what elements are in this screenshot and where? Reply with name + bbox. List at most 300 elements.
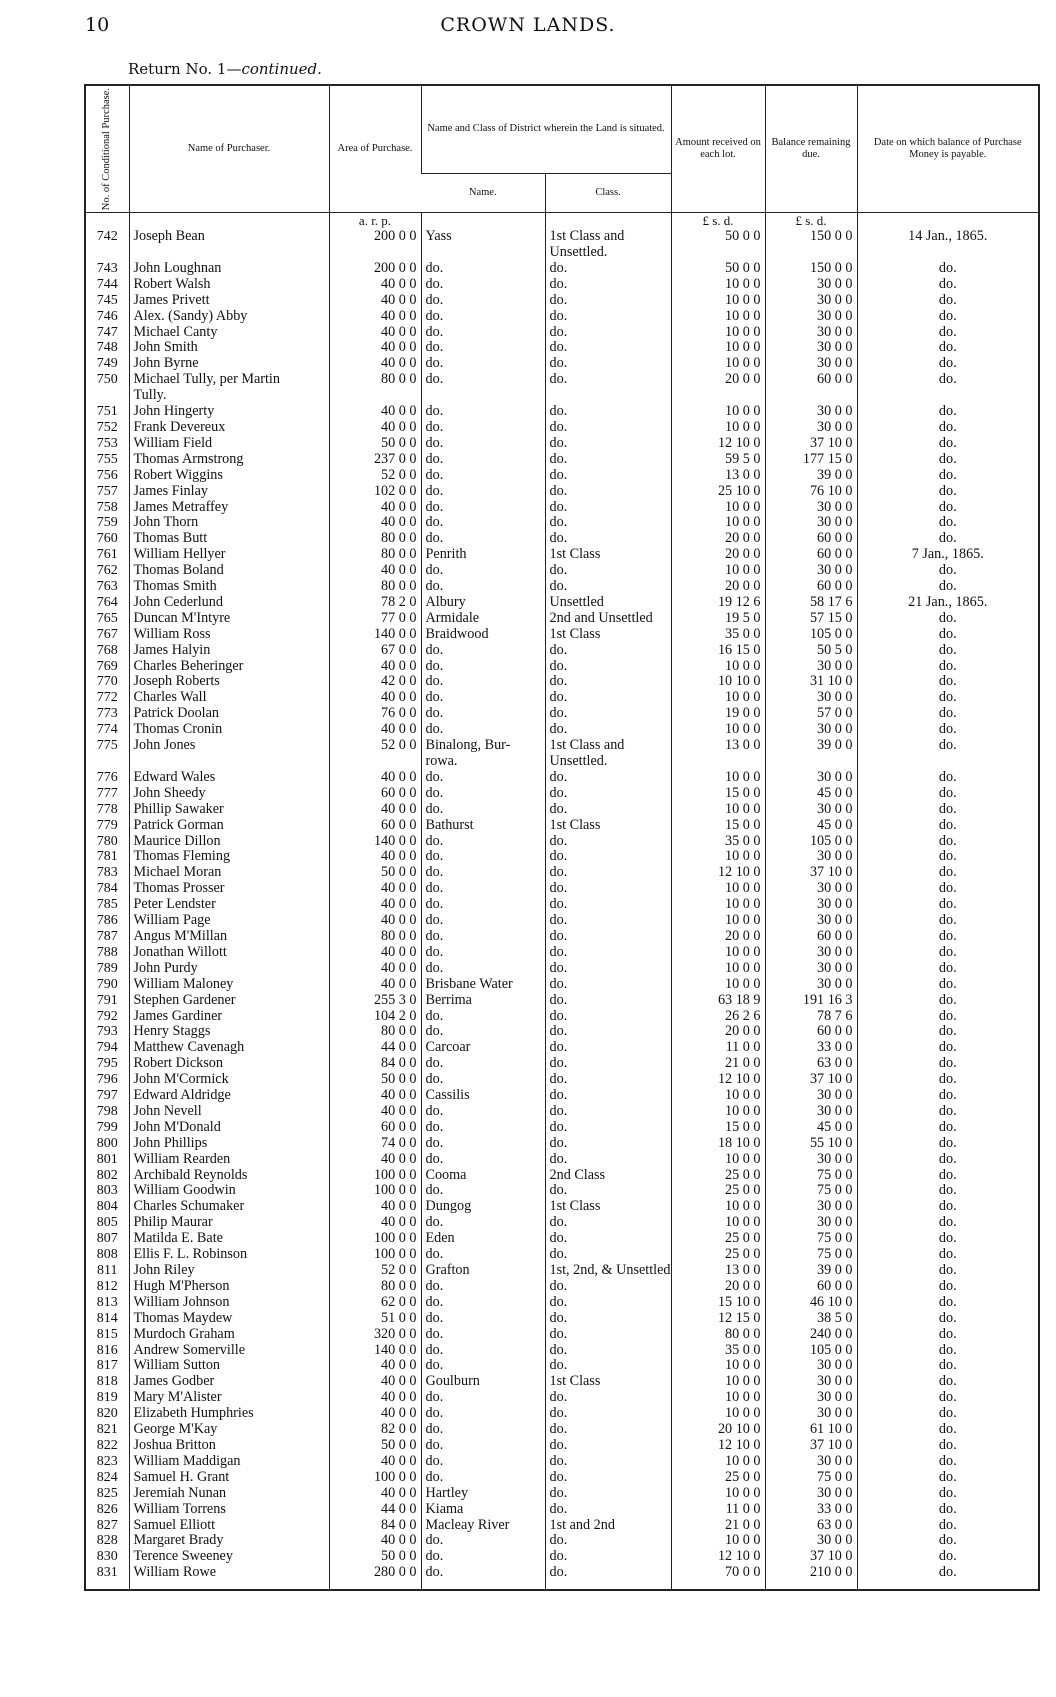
- cell-class: do.: [545, 500, 671, 516]
- cell-class: do.: [545, 1406, 671, 1422]
- table-row: [85, 1454, 1039, 1470]
- cell-area: 50 0 0: [329, 436, 421, 452]
- cell-purchaser: Charles Schumaker: [129, 1199, 329, 1215]
- table-row: [85, 659, 1039, 675]
- cell-area: 67 0 0: [329, 643, 421, 659]
- cell-balance: 63 0 0: [765, 1518, 857, 1534]
- cell-area: 40 0 0: [329, 356, 421, 372]
- cell-amount: 10 0 0: [671, 722, 765, 738]
- cell-date: do.: [857, 1009, 1039, 1025]
- cell-date: do.: [857, 1422, 1039, 1438]
- cell-balance: 45 0 0: [765, 1120, 857, 1136]
- cell-class: do.: [545, 865, 671, 881]
- table-row: [85, 229, 1039, 245]
- cell-no: 781: [96, 849, 118, 865]
- cell-date: do.: [857, 579, 1039, 595]
- table-row: [85, 1533, 1039, 1549]
- cell-district: do.: [421, 1454, 545, 1470]
- cell-area: 140 0 0: [329, 627, 421, 643]
- cell-amount: 15 0 0: [671, 818, 765, 834]
- cell-balance: 30 0 0: [765, 1088, 857, 1104]
- cell-area: 40 0 0: [329, 659, 421, 675]
- cell-purchaser: George M'Kay: [129, 1422, 329, 1438]
- cell-area: 40 0 0: [329, 913, 421, 929]
- cell-balance: 60 0 0: [765, 1024, 857, 1040]
- cell-area: [329, 388, 421, 404]
- cell-purchaser: Thomas Armstrong: [129, 452, 329, 468]
- cell-balance: 60 0 0: [765, 372, 857, 388]
- cell-amount: 10 0 0: [671, 404, 765, 420]
- cell-district: Berrima: [421, 993, 545, 1009]
- cell-date: do.: [857, 881, 1039, 897]
- cell-area: 40 0 0: [329, 515, 421, 531]
- cell-district: do.: [421, 897, 545, 913]
- cell-district: do.: [421, 1311, 545, 1327]
- cell-date: do.: [857, 1565, 1039, 1590]
- cell-amount: 25 0 0: [671, 1247, 765, 1263]
- cell-date: do.: [857, 611, 1039, 627]
- cell-date: do.: [857, 818, 1039, 834]
- cell-balance: 37 10 0: [765, 1549, 857, 1565]
- col-header-district-class: Class.: [545, 174, 671, 213]
- cell-purchaser: Peter Lendster: [129, 897, 329, 913]
- table-row: [85, 865, 1039, 881]
- cell-date: do.: [857, 500, 1039, 516]
- cell-balance: 30 0 0: [765, 1152, 857, 1168]
- cell-balance: 210 0 0: [765, 1565, 857, 1590]
- cell-amount: 12 10 0: [671, 1438, 765, 1454]
- cell-district: do.: [421, 468, 545, 484]
- cell-amount: 10 0 0: [671, 420, 765, 436]
- cell-area: 44 0 0: [329, 1502, 421, 1518]
- cell-district: do.: [421, 786, 545, 802]
- cell-balance: 46 10 0: [765, 1295, 857, 1311]
- cell-class: do.: [545, 913, 671, 929]
- cell-amount: 10 0 0: [671, 1199, 765, 1215]
- cell-purchaser: James Privett: [129, 293, 329, 309]
- cell-purchaser: John Thorn: [129, 515, 329, 531]
- cell-balance: 78 7 6: [765, 1009, 857, 1025]
- cell-date: do.: [857, 1056, 1039, 1072]
- cell-class: 1st, 2nd, & Unsettled: [545, 1263, 671, 1279]
- cell-date: do.: [857, 1040, 1039, 1056]
- cell-district: do.: [421, 659, 545, 675]
- cell-purchaser: James Finlay: [129, 484, 329, 500]
- cell-area: 40 0 0: [329, 500, 421, 516]
- cell-no: 821: [96, 1422, 118, 1438]
- table-row: [85, 340, 1039, 356]
- cell-district: do.: [421, 1152, 545, 1168]
- cell-district: do.: [421, 881, 545, 897]
- cell-area: 80 0 0: [329, 547, 421, 563]
- cell-amount: 19 0 0: [671, 706, 765, 722]
- table-row: [85, 261, 1039, 277]
- cell-district: do.: [421, 674, 545, 690]
- table-row: [85, 881, 1039, 897]
- cell-class: do.: [545, 1120, 671, 1136]
- table-row: [85, 277, 1039, 293]
- cell-district: do.: [421, 563, 545, 579]
- table-row: [85, 1136, 1039, 1152]
- cell-balance: 30 0 0: [765, 500, 857, 516]
- cell-area: 82 0 0: [329, 1422, 421, 1438]
- cell-class: do.: [545, 1438, 671, 1454]
- cell-area: 40 0 0: [329, 1358, 421, 1374]
- cell-district: do.: [421, 690, 545, 706]
- cell-amount: 10 0 0: [671, 325, 765, 341]
- cell-no: 793: [96, 1024, 118, 1040]
- cell-district: do.: [421, 500, 545, 516]
- table-row: [85, 579, 1039, 595]
- cell-no: 827: [96, 1517, 118, 1533]
- cell-class: do.: [545, 1088, 671, 1104]
- cell-balance: 75 0 0: [765, 1231, 857, 1247]
- cell-area: 51 0 0: [329, 1311, 421, 1327]
- cell-balance: 57 15 0: [765, 611, 857, 627]
- table-row: [85, 356, 1039, 372]
- cell-district: do.: [421, 1438, 545, 1454]
- cell-amount: 15 0 0: [671, 1120, 765, 1136]
- cell-no: 820: [96, 1406, 118, 1422]
- cell-purchaser: Angus M'Millan: [129, 929, 329, 945]
- cell-area: 40 0 0: [329, 977, 421, 993]
- cell-date: do.: [857, 706, 1039, 722]
- cell-date: do.: [857, 1502, 1039, 1518]
- cell-class: do.: [545, 452, 671, 468]
- cell-balance: 30 0 0: [765, 1199, 857, 1215]
- cell-district: do.: [421, 1247, 545, 1263]
- cell-date: do.: [857, 436, 1039, 452]
- cell-purchaser: William Torrens: [129, 1502, 329, 1518]
- cell-district: do.: [421, 1470, 545, 1486]
- cell-area: 40 0 0: [329, 1406, 421, 1422]
- cell-district: do.: [421, 722, 545, 738]
- cell-amount: 13 0 0: [671, 738, 765, 754]
- cell-balance: 150 0 0: [765, 261, 857, 277]
- cell-no: 778: [96, 801, 118, 817]
- cell-district: do.: [421, 1327, 545, 1343]
- cell-area: 52 0 0: [329, 1263, 421, 1279]
- cell-amount: 10 0 0: [671, 277, 765, 293]
- cell-date: do.: [857, 1470, 1039, 1486]
- cell-date: do.: [857, 325, 1039, 341]
- cell-purchaser: William Goodwin: [129, 1183, 329, 1199]
- cell-class: do.: [545, 1358, 671, 1374]
- cell-class: 1st Class: [545, 1374, 671, 1390]
- cell-district: Cooma: [421, 1168, 545, 1184]
- cell-class: do.: [545, 643, 671, 659]
- cell-amount: 10 0 0: [671, 1215, 765, 1231]
- cell-purchaser: Joseph Roberts: [129, 674, 329, 690]
- cell-purchaser: Thomas Fleming: [129, 849, 329, 865]
- cell-date: do.: [857, 1295, 1039, 1311]
- cell-no: 822: [96, 1437, 118, 1453]
- cell-class: do.: [545, 1231, 671, 1247]
- cell-date: do.: [857, 1231, 1039, 1247]
- cell-date: do.: [857, 452, 1039, 468]
- table-row: [85, 1486, 1039, 1502]
- cell-no: 746: [96, 308, 118, 324]
- cell-area: 78 2 0: [329, 595, 421, 611]
- cell-balance: 61 10 0: [765, 1422, 857, 1438]
- cell-district: do.: [421, 1072, 545, 1088]
- cell-no: 799: [96, 1119, 118, 1135]
- cell-amount: 10 0 0: [671, 356, 765, 372]
- cell-amount: 20 0 0: [671, 1279, 765, 1295]
- cell-area: 40 0 0: [329, 770, 421, 786]
- cell-balance: 30 0 0: [765, 1486, 857, 1502]
- cell-class: do.: [545, 945, 671, 961]
- cell-amount: 10 0 0: [671, 881, 765, 897]
- cell-district: Hartley: [421, 1486, 545, 1502]
- cell-balance: 30 0 0: [765, 1406, 857, 1422]
- cell-district: Goulburn: [421, 1374, 545, 1390]
- cell-amount: 19 5 0: [671, 611, 765, 627]
- cell-balance: 30 0 0: [765, 356, 857, 372]
- cell-class: do.: [545, 356, 671, 372]
- cell-class: do.: [545, 436, 671, 452]
- cell-no: [85, 245, 129, 261]
- cell-balance: 30 0 0: [765, 563, 857, 579]
- cell-balance: 30 0 0: [765, 945, 857, 961]
- cell-date: [857, 245, 1039, 261]
- cell-no: 757: [96, 483, 118, 499]
- cell-purchaser: John Byrne: [129, 356, 329, 372]
- cell-purchaser: Thomas Cronin: [129, 722, 329, 738]
- cell-purchaser: Joseph Bean: [129, 229, 329, 245]
- cell-balance: 30 0 0: [765, 1215, 857, 1231]
- table-row: [85, 1009, 1039, 1025]
- cell-date: do.: [857, 1454, 1039, 1470]
- cell-purchaser: Stephen Gardener: [129, 993, 329, 1009]
- cell-no: 744: [96, 276, 118, 292]
- cell-amount: 20 0 0: [671, 929, 765, 945]
- cell-area: 77 0 0: [329, 611, 421, 627]
- cell-date: do.: [857, 770, 1039, 786]
- cell-amount: 13 0 0: [671, 1263, 765, 1279]
- table-row: [85, 754, 1039, 770]
- cell-class: do.: [545, 404, 671, 420]
- table-row: [85, 372, 1039, 388]
- cell-no: 819: [96, 1390, 118, 1406]
- cell-area: 200 0 0: [329, 229, 421, 245]
- cell-district: do.: [421, 1136, 545, 1152]
- cell-class: do.: [545, 849, 671, 865]
- table-row: [85, 611, 1039, 627]
- cell-purchaser: Patrick Doolan: [129, 706, 329, 722]
- cell-class: do.: [545, 420, 671, 436]
- cell-area: 40 0 0: [329, 722, 421, 738]
- cell-date: do.: [857, 1279, 1039, 1295]
- cell-balance: 30 0 0: [765, 770, 857, 786]
- cell-class: do.: [545, 579, 671, 595]
- cell-amount: 20 0 0: [671, 531, 765, 547]
- table-row: [85, 993, 1039, 1009]
- cell-area: 60 0 0: [329, 1120, 421, 1136]
- table-row: [85, 1295, 1039, 1311]
- cell-area: 100 0 0: [329, 1231, 421, 1247]
- cell-class: 1st Class: [545, 818, 671, 834]
- cell-amount: 10 0 0: [671, 802, 765, 818]
- cell-balance: 60 0 0: [765, 1279, 857, 1295]
- table-row: [85, 484, 1039, 500]
- units-row: [85, 213, 1039, 229]
- table-row: [85, 452, 1039, 468]
- cell-balance: 177 15 0: [765, 452, 857, 468]
- cell-class: do.: [545, 1183, 671, 1199]
- cell-district: do.: [421, 1279, 545, 1295]
- cell-purchaser: Matthew Cavenagh: [129, 1040, 329, 1056]
- cell-area: 80 0 0: [329, 372, 421, 388]
- cell-no: 749: [96, 356, 118, 372]
- cell-no: 780: [96, 833, 118, 849]
- cell-amount: 10 10 0: [671, 674, 765, 690]
- cell-area: 237 0 0: [329, 452, 421, 468]
- table-row: [85, 643, 1039, 659]
- cell-class: do.: [545, 834, 671, 850]
- cell-amount: 20 0 0: [671, 372, 765, 388]
- table-row: [85, 802, 1039, 818]
- col-header-district: Name and Class of District wherein the Land is situated.: [421, 85, 671, 174]
- table-row: [85, 1390, 1039, 1406]
- cell-district: do.: [421, 1549, 545, 1565]
- cell-purchaser: Robert Walsh: [129, 277, 329, 293]
- cell-area: [329, 245, 421, 261]
- cell-class: 1st Class: [545, 627, 671, 643]
- cell-class: do.: [545, 1454, 671, 1470]
- return-table: [84, 84, 1040, 1591]
- col-header-balance: Balance remaining due.: [765, 85, 857, 213]
- cell-amount: 10 0 0: [671, 770, 765, 786]
- cell-amount: 10 0 0: [671, 913, 765, 929]
- cell-amount: 50 0 0: [671, 229, 765, 245]
- cell-balance: 38 5 0: [765, 1311, 857, 1327]
- cell-balance: 30 0 0: [765, 1374, 857, 1390]
- table-row: [85, 738, 1039, 754]
- col-header-amount: Amount received on each lot.: [671, 85, 765, 213]
- table-row: [85, 468, 1039, 484]
- cell-no: 751: [96, 404, 118, 420]
- cell-class: Unsettled: [545, 595, 671, 611]
- cell-area: 52 0 0: [329, 738, 421, 754]
- table-row: [85, 690, 1039, 706]
- cell-no: 804: [96, 1199, 118, 1215]
- cell-balance: 75 0 0: [765, 1183, 857, 1199]
- cell-amount: 10 0 0: [671, 1454, 765, 1470]
- cell-amount: 10 0 0: [671, 977, 765, 993]
- cell-area: 44 0 0: [329, 1040, 421, 1056]
- cell-class: do.: [545, 770, 671, 786]
- cell-district: do.: [421, 293, 545, 309]
- cell-area: 40 0 0: [329, 897, 421, 913]
- cell-balance: 30 0 0: [765, 1104, 857, 1120]
- cell-district: Penrith: [421, 547, 545, 563]
- cell-area: 40 0 0: [329, 309, 421, 325]
- cell-purchaser: Thomas Boland: [129, 563, 329, 579]
- cell-balance: 33 0 0: [765, 1502, 857, 1518]
- cell-balance: 150 0 0: [765, 229, 857, 245]
- cell-no: 770: [96, 674, 118, 690]
- cell-balance: 37 10 0: [765, 865, 857, 881]
- cell-balance: 55 10 0: [765, 1136, 857, 1152]
- cell-purchaser: Thomas Maydew: [129, 1311, 329, 1327]
- table-row: [85, 834, 1039, 850]
- cell-area: 40 0 0: [329, 802, 421, 818]
- cell-balance: 30 0 0: [765, 722, 857, 738]
- cell-amount: 11 0 0: [671, 1040, 765, 1056]
- cell-date: do.: [857, 897, 1039, 913]
- table-row: [85, 1104, 1039, 1120]
- cell-amount: 25 0 0: [671, 1168, 765, 1184]
- cell-balance: [765, 388, 857, 404]
- cell-date: do.: [857, 1311, 1039, 1327]
- cell-balance: 31 10 0: [765, 674, 857, 690]
- cell-class: do.: [545, 1565, 671, 1590]
- cell-district: do.: [421, 515, 545, 531]
- cell-amount: 10 0 0: [671, 1374, 765, 1390]
- cell-balance: 30 0 0: [765, 977, 857, 993]
- cell-date: do.: [857, 1518, 1039, 1534]
- table-row: [85, 1343, 1039, 1359]
- cell-area: 40 0 0: [329, 1374, 421, 1390]
- cell-purchaser: Edward Aldridge: [129, 1088, 329, 1104]
- cell-district: do.: [421, 1104, 545, 1120]
- cell-district: do.: [421, 356, 545, 372]
- cell-district: rowa.: [421, 754, 545, 770]
- cell-no: 801: [96, 1151, 118, 1167]
- cell-date: do.: [857, 643, 1039, 659]
- table-row: [85, 436, 1039, 452]
- area-units: a. r. p.: [329, 213, 421, 229]
- cell-district: do.: [421, 325, 545, 341]
- cell-no: 803: [96, 1183, 118, 1199]
- cell-district: do.: [421, 643, 545, 659]
- cell-class: do.: [545, 1024, 671, 1040]
- cell-area: 80 0 0: [329, 531, 421, 547]
- cell-purchaser: John M'Cormick: [129, 1072, 329, 1088]
- cell-date: do.: [857, 1088, 1039, 1104]
- cell-balance: 60 0 0: [765, 929, 857, 945]
- cell-amount: 10 0 0: [671, 340, 765, 356]
- cell-date: do.: [857, 309, 1039, 325]
- cell-purchaser: [129, 245, 329, 261]
- cell-purchaser: John Cederlund: [129, 595, 329, 611]
- cell-area: [329, 754, 421, 770]
- cell-amount: 11 0 0: [671, 1502, 765, 1518]
- cell-amount: 10 0 0: [671, 659, 765, 675]
- cell-purchaser: John Nevell: [129, 1104, 329, 1120]
- table-row: [85, 1152, 1039, 1168]
- table-row: [85, 770, 1039, 786]
- cell-district: Cassilis: [421, 1088, 545, 1104]
- cell-amount: 10 0 0: [671, 500, 765, 516]
- cell-purchaser: Edward Wales: [129, 770, 329, 786]
- table-row: [85, 547, 1039, 563]
- cell-area: 50 0 0: [329, 1072, 421, 1088]
- cell-no: 769: [96, 658, 118, 674]
- table-row: [85, 674, 1039, 690]
- cell-purchaser: Thomas Smith: [129, 579, 329, 595]
- cell-district: do.: [421, 420, 545, 436]
- cell-balance: 30 0 0: [765, 1358, 857, 1374]
- cell-district: do.: [421, 1565, 545, 1590]
- table-row: [85, 1358, 1039, 1374]
- cell-area: 80 0 0: [329, 1279, 421, 1295]
- cell-area: 200 0 0: [329, 261, 421, 277]
- table-row: [85, 977, 1039, 993]
- cell-area: 40 0 0: [329, 1215, 421, 1231]
- cell-amount: 10 0 0: [671, 1406, 765, 1422]
